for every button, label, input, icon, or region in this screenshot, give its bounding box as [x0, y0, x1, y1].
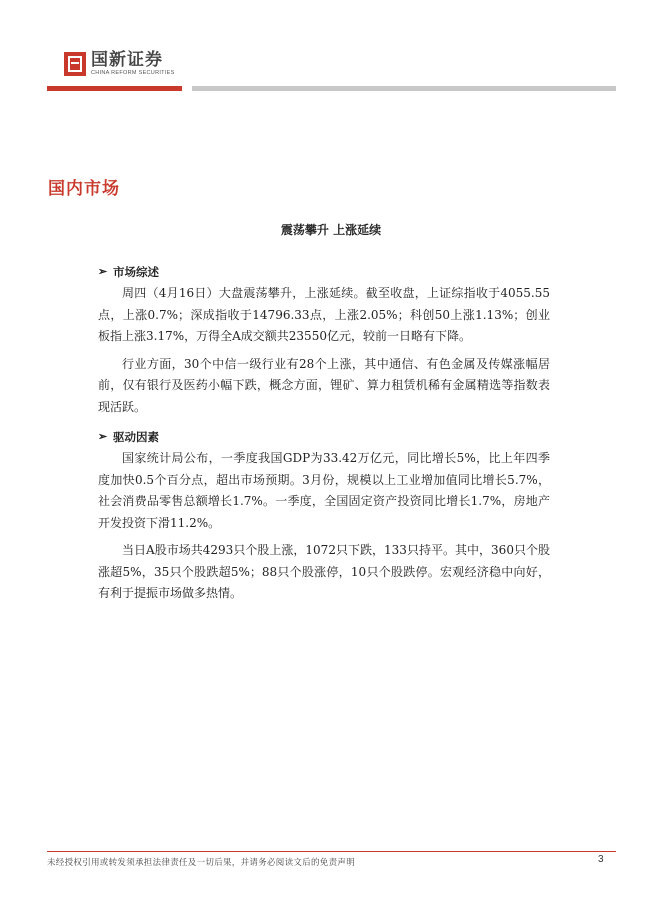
- market-summary-heading-text: 市场综述: [113, 265, 159, 279]
- arrow-bullet-icon: ➢: [98, 430, 108, 443]
- market-summary-paragraph: 周四（4月16日）大盘震荡攀升，上涨延续。截至收盘，上证综指收于4055.55点，上涨0.7%；深成指收于14796.33点，上涨2.05%；科创50上涨1.13%；创业板指上涨3.17%，万得全A成交额共23550亿元，较前一日略有下降。: [98, 286, 550, 343]
- logo-text: [91, 52, 175, 77]
- footer-rule: [47, 851, 616, 852]
- footer-disclaimer: 未经授权引用或转发须承担法律责任及一切后果，并请务必阅读文后的免责声明: [47, 858, 356, 868]
- page-number: 3: [598, 854, 604, 865]
- drivers-heading: [98, 427, 550, 447]
- header-rule-gray: [192, 86, 616, 91]
- report-title: 震荡攀升 上涨延续: [280, 223, 382, 237]
- logo-emblem-icon: [64, 52, 86, 76]
- drivers-section: [98, 427, 550, 611]
- market-summary-paragraph: 行业方面，30个中信一级行业有28个上涨，其中通信、有色金属及传媒涨幅居前，仅有银行及医药小幅下跌，概念方面，锂矿、算力租赁机稀有金属精选等指数表现活跃。: [98, 356, 550, 414]
- brand-name-cn: 国新证券: [91, 50, 163, 70]
- brand-logo: [64, 52, 175, 77]
- market-summary-section: [98, 262, 550, 424]
- arrow-bullet-icon: ➢: [98, 265, 108, 278]
- drivers-paragraph: 国家统计局公布，一季度我国GDP为33.42万亿元，同比增长5%，比上年四季度加快0.5个百分点，超出市场预期。3月份，规模以上工业增加值同比增长5.7%，社会消费品零售总额增长1.7%。一季度，全国固定资产投资同比增长1.7%，房地产开发投资下滑11.2%。: [98, 451, 550, 530]
- brand-name-en: CHINA REFORM SECURITIES: [91, 70, 175, 76]
- header-rule-accent: [47, 86, 182, 91]
- drivers-paragraph: 当日A股市场共4293只个股上涨，1072只下跌，133只持平。其中，360只个股涨超5%，35只个股跌超5%；88只个股涨停，10只个股跌停。宏观经济稳中向好，有利于提振市场做多热情。: [98, 543, 550, 600]
- section-title: 国内市场: [48, 179, 120, 199]
- drivers-heading-text: 驱动因素: [113, 430, 159, 444]
- market-summary-heading: [98, 262, 550, 282]
